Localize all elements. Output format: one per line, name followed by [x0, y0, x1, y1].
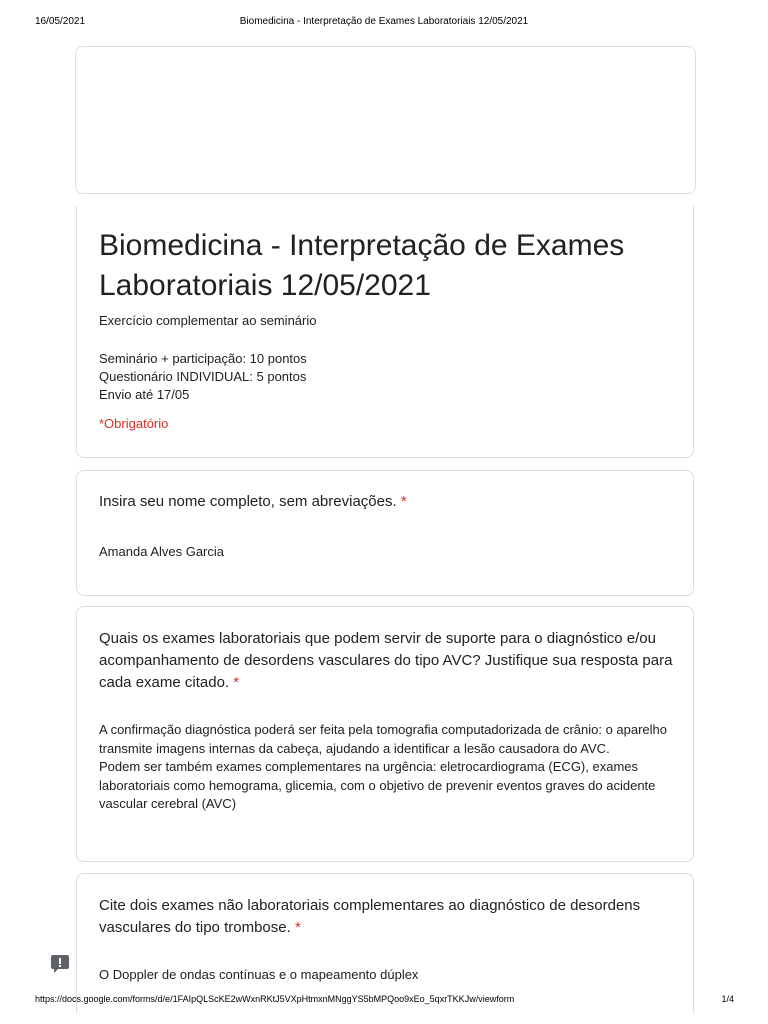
- print-url: https://docs.google.com/forms/d/e/1FAIpQLScKE2wWxnRKtJ5VXpHtmxnMNggYS5bMPQoo9xEo_5qxrTKKJw/viewform: [35, 994, 515, 1004]
- answer-text: Amanda Alves Garcia: [99, 544, 225, 559]
- feedback-icon[interactable]: [49, 953, 71, 975]
- form-header-card: [76, 206, 694, 458]
- question-text: Insira seu nome completo, sem abreviações.: [99, 493, 397, 510]
- form-title: Biomedicina - Interpretação de Exames Laboratoriais 12/05/2021: [99, 229, 625, 302]
- form-description-line: Seminário + participação: 10 pontos: [99, 351, 307, 366]
- print-date: 16/05/2021: [35, 16, 86, 27]
- required-note: *Obrigatório: [99, 416, 169, 431]
- question-card: [76, 470, 694, 596]
- question-title: [99, 895, 679, 939]
- question-title: [99, 628, 679, 694]
- print-title: Biomedicina - Interpretação de Exames Laboratoriais 12/05/2021: [239, 16, 529, 27]
- answer-text: [99, 721, 679, 814]
- form-description-line: Envio até 17/05: [99, 387, 190, 402]
- answer-paragraph: A confirmação diagnóstica poderá ser feita pela tomografia computadorizada de crânio: o aparelho transmite imagens internas da cabeça, ajudando a identificar a lesão causadora do AVC.: [99, 722, 668, 756]
- required-asterisk: *: [400, 493, 407, 510]
- question-text: Quais os exames laboratoriais que podem servir de suporte para o diagnóstico e/ou acompanhamento de desordens vasculares do tipo AVC? Justifique sua resposta para cada exame citado.: [99, 630, 673, 691]
- required-asterisk: *: [294, 919, 301, 936]
- question-text: Cite dois exames não laboratoriais complementares ao diagnóstico de desordens vasculares do tipo trombose.: [99, 897, 641, 936]
- answer-text: O Doppler de ondas contínuas e o mapeamento dúplex: [99, 967, 419, 982]
- form-description-line: Exercício complementar ao seminário: [99, 313, 317, 328]
- answer-paragraph: Podem ser também exames complementares na urgência: eletrocardiograma (ECG), exames laboratoriais como hemograma, glicemia, com o objetivo de prevenir eventos graves do acidente vascular cerebral (AVC): [99, 759, 656, 811]
- page-number: 1/4: [721, 994, 734, 1004]
- form-description-line: Questionário INDIVIDUAL: 5 pontos: [99, 369, 307, 384]
- required-asterisk: *: [233, 674, 240, 691]
- print-footer: [0, 994, 768, 1008]
- question-title: [99, 491, 679, 513]
- question-card: [76, 873, 694, 1013]
- print-header: [0, 16, 768, 32]
- question-card: [76, 606, 694, 862]
- header-banner: [75, 46, 696, 194]
